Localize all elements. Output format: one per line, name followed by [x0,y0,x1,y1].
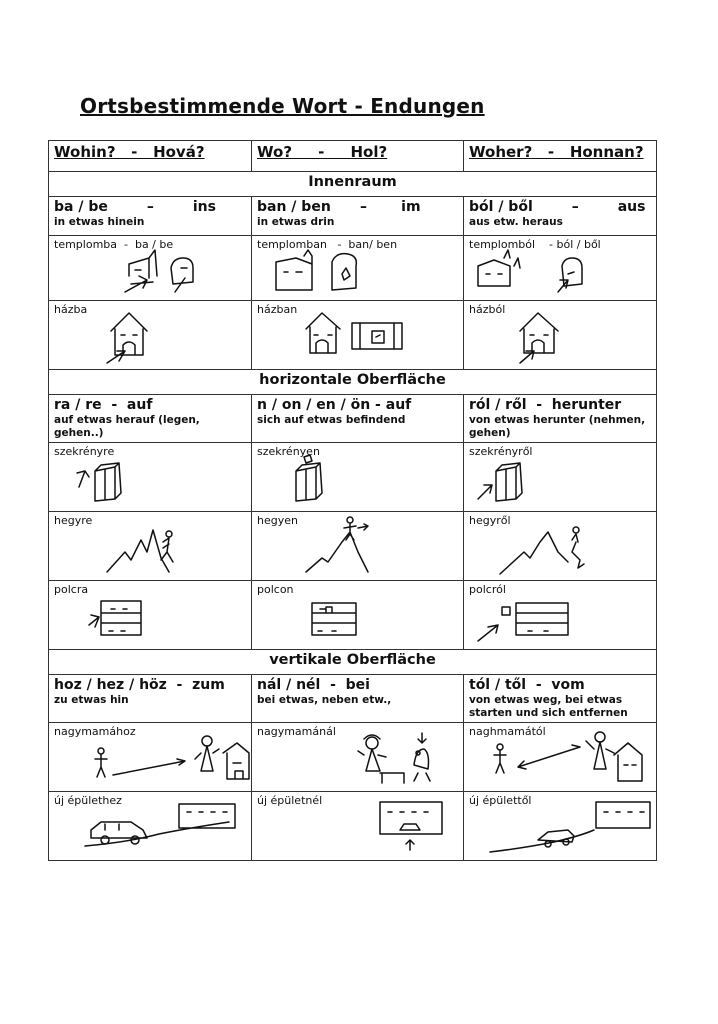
suffix-cell [49,197,252,236]
example-cell [464,723,657,792]
example-cell [464,443,657,512]
suffix-cell [464,197,657,236]
example-word: hegyre [54,514,93,527]
page-title: Ortsbestimmende Wort - Endungen [80,94,485,118]
house-exit-sketch-icon [464,301,657,369]
example-row [49,301,657,370]
example-word: új épülethez [54,794,122,807]
example-cell [49,723,252,792]
suffix-meaning: bei etwas, neben etw., [257,694,392,706]
suffix-cell [464,675,657,723]
example-word: templomban - ban/ ben [257,238,398,251]
example-word: házba [54,303,88,316]
example-word: házban [257,303,298,316]
car-from-building-sketch-icon [464,792,657,860]
suffix-text: n / on / en / ön - auf [257,397,412,413]
suffix-table [48,140,657,861]
suffix-meaning: von etwas herunter (nehmen, gehen) [469,414,646,439]
suffix-text: ba / be – ins [54,199,216,215]
example-cell [252,581,464,650]
section-header-row [49,172,657,197]
shelf-on-sketch-icon [252,581,464,649]
example-word: polcra [54,583,89,596]
example-word: polcon [257,583,294,596]
church-sketch-icon [49,236,252,300]
example-word: szekrényen [257,445,320,458]
suffix-meaning: in etwas hinein [54,216,145,228]
column-header-wo: Wo? - Hol? [252,141,464,172]
example-word: templomból - ból / ből [469,238,601,251]
house-interior-sketch-icon [252,301,464,369]
example-cell [49,236,252,301]
suffix-cell [464,395,657,443]
example-cell [49,581,252,650]
car-at-building-sketch-icon [252,792,464,860]
suffix-meaning: zu etwas hin [54,694,129,706]
section-header-row [49,370,657,395]
example-cell [252,723,464,792]
example-row [49,581,657,650]
example-word: szekrényről [469,445,533,458]
example-cell [464,581,657,650]
column-header-woher: Woher? - Honnan? [464,141,657,172]
example-word: szekrényre [54,445,115,458]
example-cell [464,301,657,370]
column-header-wohin: Wohin? - Hová? [49,141,252,172]
example-row [49,443,657,512]
suffix-text: ból / ből – aus [469,199,646,215]
example-row [49,512,657,581]
example-row [49,723,657,792]
suffix-cell [252,675,464,723]
example-word: nagymamánál [257,725,336,738]
example-cell [49,792,252,861]
suffix-meaning: aus etw. heraus [469,216,563,228]
car-to-building-sketch-icon [49,792,252,860]
example-word: templomba - ba / be [54,238,174,251]
example-word: polcról [469,583,506,596]
example-cell [49,443,252,512]
example-row [49,236,657,301]
section-header-row [49,650,657,675]
suffix-row [49,395,657,443]
suffix-text: tól / től - vom [469,677,585,693]
church-interior-sketch-icon [252,236,464,300]
suffix-cell [49,395,252,443]
example-cell [252,792,464,861]
example-cell [252,236,464,301]
person-at-grandma-sketch-icon [252,723,464,791]
shelf-sketch-icon [49,581,252,649]
suffix-text: ra / re - auf [54,397,153,413]
suffix-cell [252,395,464,443]
mountain-climb-sketch-icon [49,512,252,580]
example-word: új épülettől [469,794,532,807]
example-cell [252,443,464,512]
example-word: nagymamához [54,725,136,738]
person-to-grandma-sketch-icon [49,723,252,791]
example-row [49,792,657,861]
wardrobe-sketch-icon [49,443,252,511]
suffix-meaning: auf etwas herauf (legen, gehen..) [54,414,200,439]
suffix-row [49,197,657,236]
suffix-row [49,675,657,723]
example-cell [464,792,657,861]
example-cell [464,236,657,301]
suffix-text: hoz / hez / höz - zum [54,677,225,693]
person-from-grandma-sketch-icon [464,723,657,791]
suffix-meaning: sich auf etwas befindend [257,414,406,426]
example-cell [252,301,464,370]
suffix-text: ban / ben – im [257,199,421,215]
wardrobe-on-sketch-icon [252,443,464,511]
suffix-text: nál / nél - bei [257,677,370,693]
suffix-meaning: in etwas drin [257,216,335,228]
example-cell [464,512,657,581]
suffix-cell [49,675,252,723]
church-exit-sketch-icon [464,236,657,300]
suffix-cell [252,197,464,236]
example-cell [252,512,464,581]
wardrobe-off-sketch-icon [464,443,657,511]
column-header-row [49,141,657,172]
example-word: hegyen [257,514,298,527]
example-word: új épületnél [257,794,323,807]
section-heading-vertical: vertikale Oberfläche [49,650,657,675]
section-heading-innenraum: Innenraum [49,172,657,197]
suffix-text: ról / ről - herunter [469,397,622,413]
section-heading-horizontal: horizontale Oberfläche [49,370,657,395]
example-word: naghmamától [469,725,546,738]
example-word: házból [469,303,506,316]
suffix-meaning: von etwas weg, bei etwas starten und sich entfernen [469,694,628,719]
example-word: hegyről [469,514,511,527]
example-cell [49,512,252,581]
example-cell [49,301,252,370]
mountain-descend-sketch-icon [464,512,657,580]
shelf-off-sketch-icon [464,581,657,649]
house-sketch-icon [49,301,252,369]
mountain-top-sketch-icon [252,512,464,580]
